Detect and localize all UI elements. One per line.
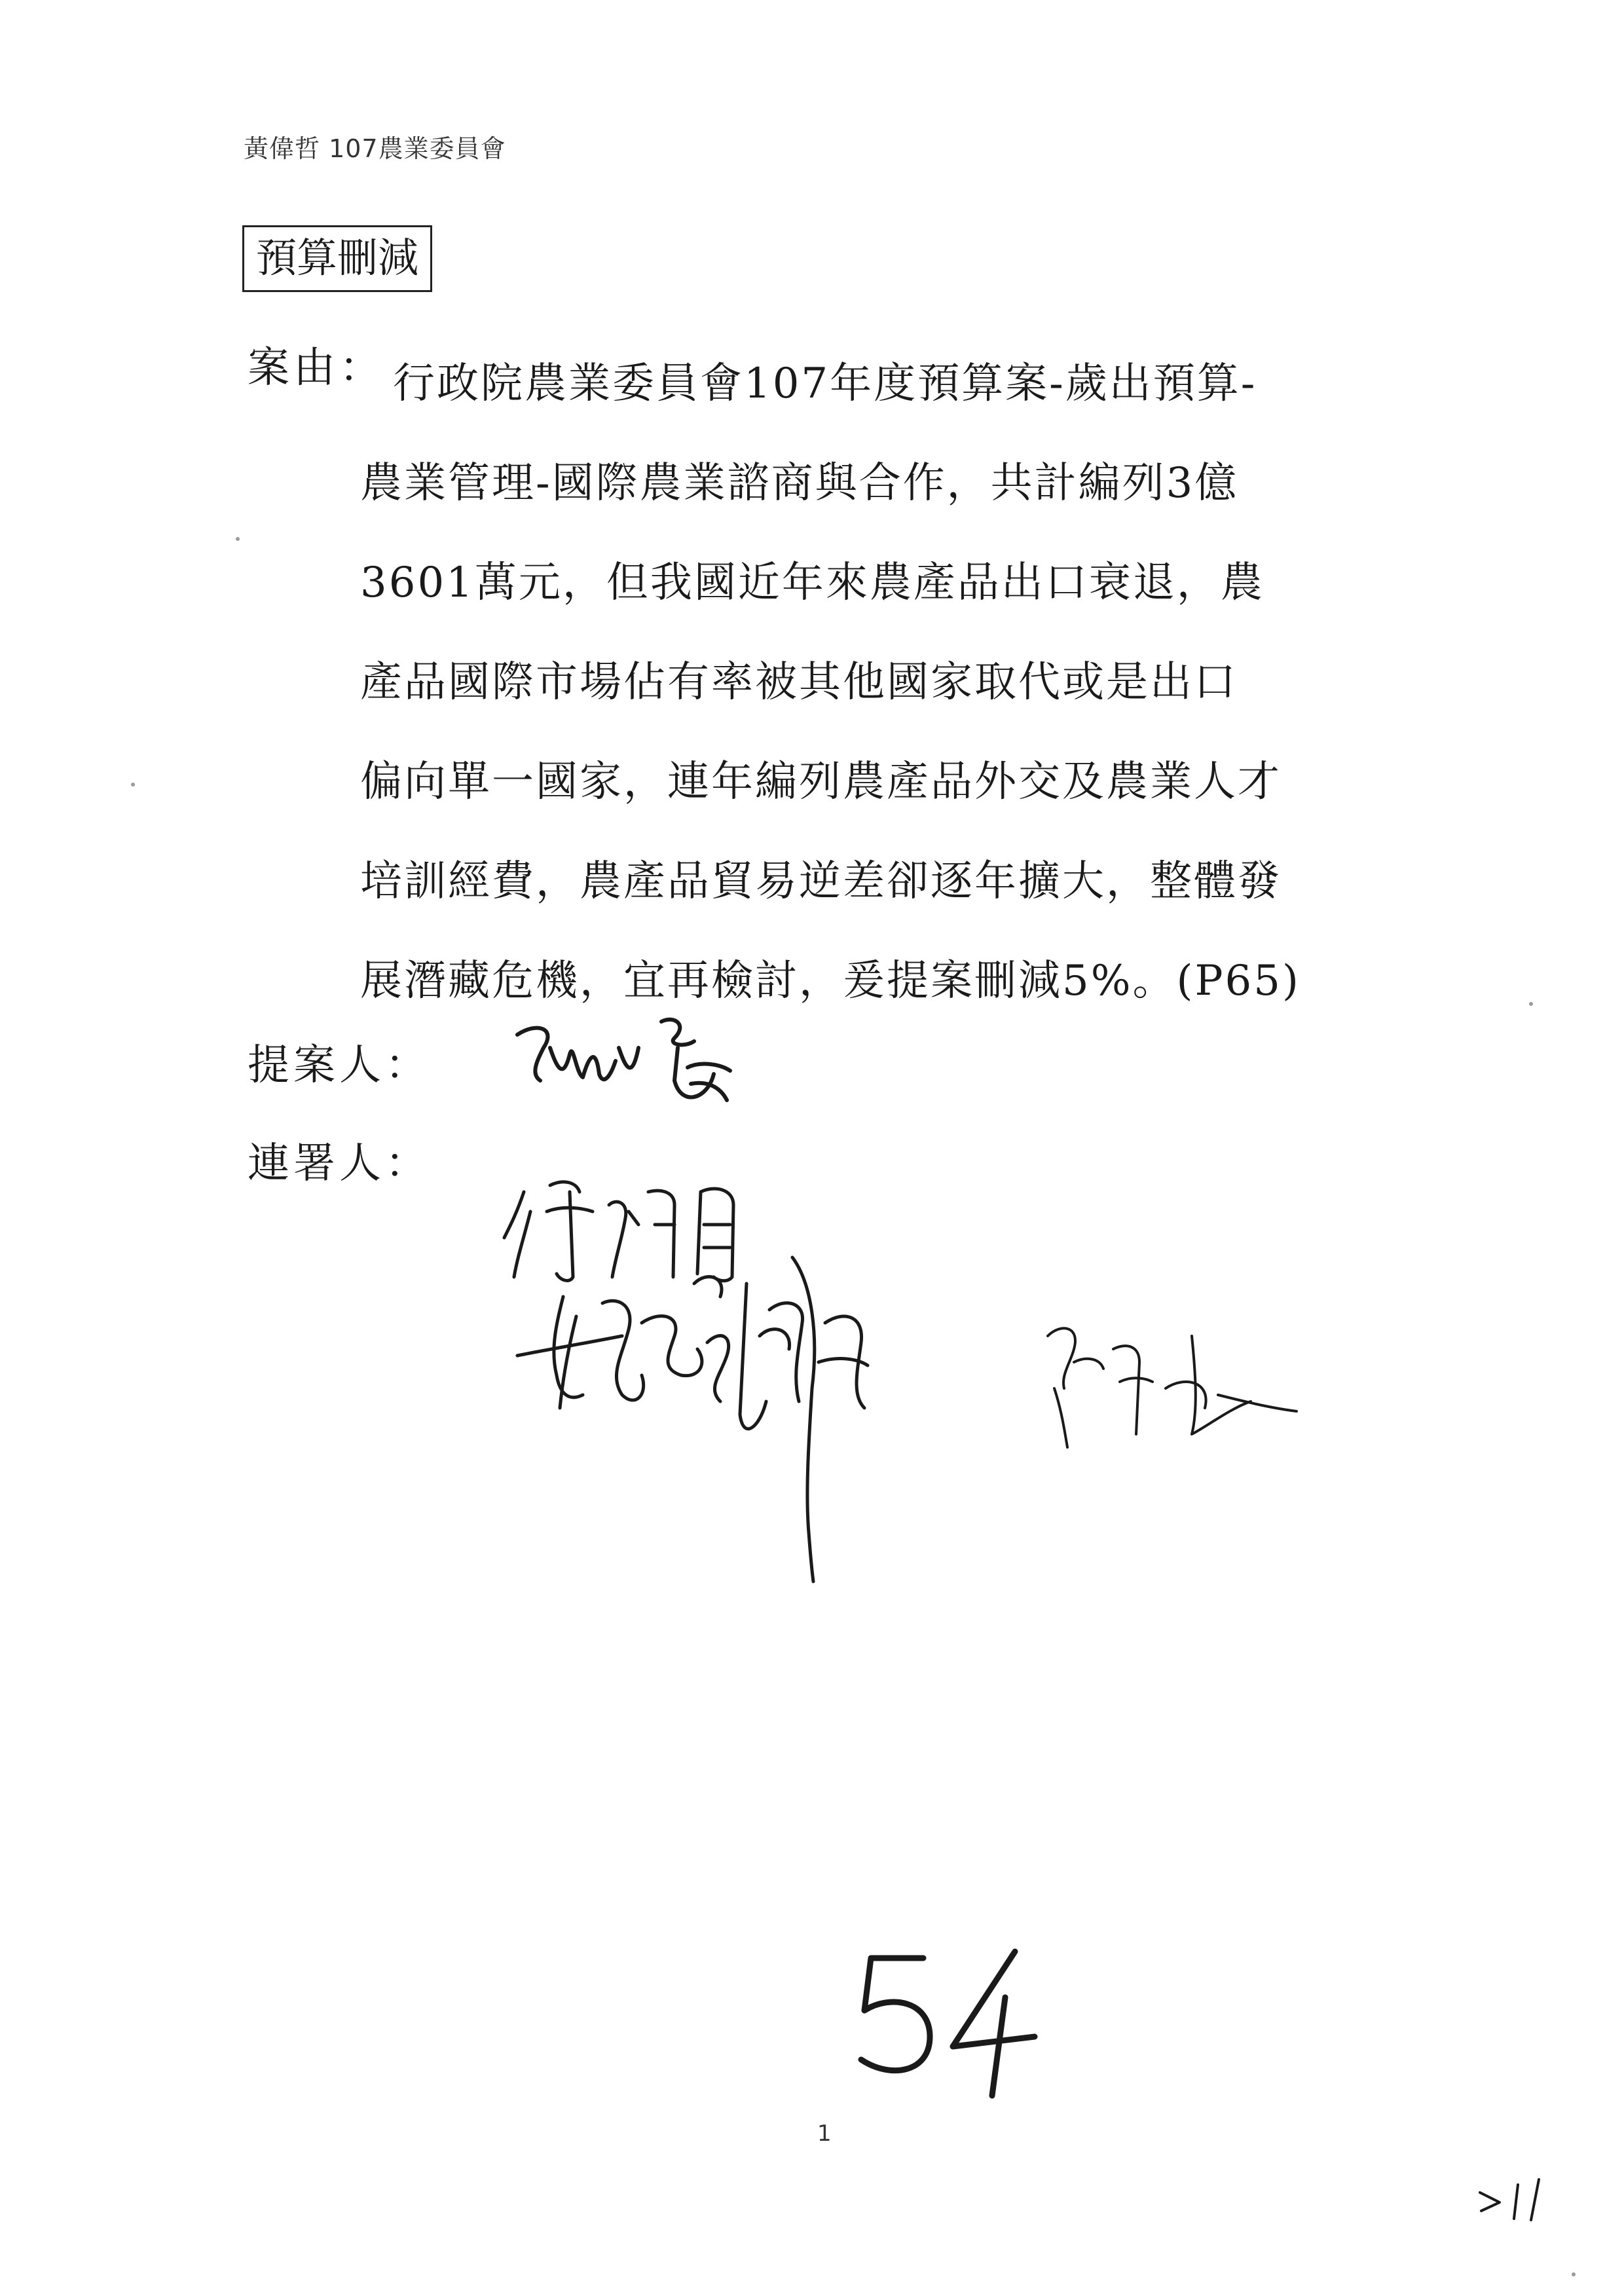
proposer-signature: [511, 1009, 760, 1113]
scan-speck: [1572, 2272, 1576, 2276]
motion-line: 偏向單一國家，連年編列農產品外交及農業人才: [360, 758, 1282, 806]
cosigner-label: 連署人：: [248, 1139, 431, 1188]
category-label: 預算刪減: [256, 234, 419, 282]
scan-speck: [131, 783, 135, 787]
motion-line: 培訓經費，農產品貿易逆差卻逐年擴大，整體發: [360, 857, 1282, 906]
motion-line: 3601萬元，但我國近年來農產品出口衰退，農: [360, 559, 1264, 607]
header-note: 黃偉哲 107農業委員會: [244, 134, 506, 163]
motion-line: 產品國際市場佔有率被其他國家取代或是出口: [360, 658, 1238, 707]
handwritten-number: [845, 1938, 1041, 2112]
cosigner-signature-2: [511, 1244, 917, 1585]
motion-line: 行政院農業委員會107年度預算案-歲出預算-: [393, 360, 1257, 408]
scan-speck: [236, 537, 240, 541]
scan-speck: [1529, 1002, 1533, 1006]
cosigner-signature-3: [1035, 1310, 1310, 1460]
corner-mark: [1473, 2173, 1565, 2229]
motion-line: 展潛藏危機，宜再檢討，爰提案刪減5%。(P65): [360, 957, 1301, 1005]
motion-label: 案由：: [248, 344, 385, 392]
handwritten-number-drawing: [845, 1938, 1041, 2109]
proposer-label: 提案人：: [248, 1041, 431, 1090]
page-number: 1: [817, 2120, 832, 2147]
category-label-box: [242, 225, 432, 292]
motion-line: 農業管理-國際農業諮商與合作，共計編列3億: [360, 459, 1239, 508]
motion-body: [360, 334, 1388, 1031]
corner-mark-drawing: [1473, 2173, 1565, 2225]
